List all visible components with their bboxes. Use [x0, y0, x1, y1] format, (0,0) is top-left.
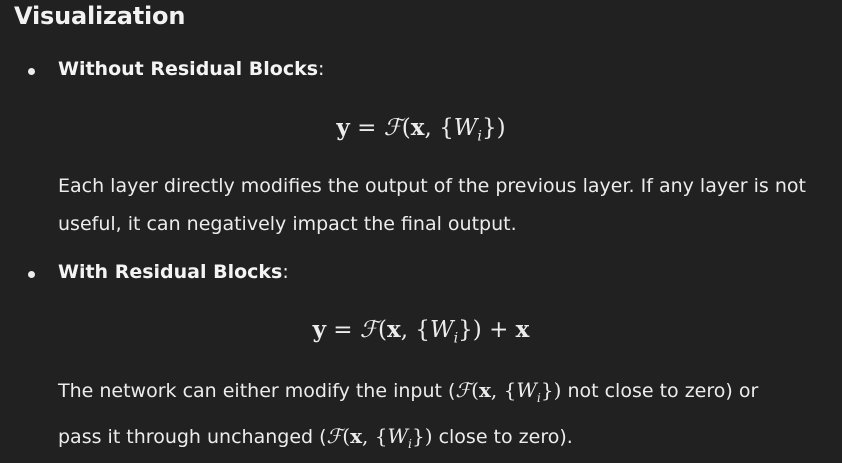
inline-w: W [387, 424, 409, 448]
eq-tail: x [515, 316, 530, 343]
eq-sep: , { [424, 115, 454, 141]
bullet-icon [28, 68, 35, 75]
section-heading: Visualization [14, 2, 186, 30]
desc-part-1: The network can either modify the input ( [58, 380, 456, 402]
inline-math-2 [326, 424, 433, 451]
item-title-with-residual [58, 261, 289, 283]
desc-part-4: close to zero). [432, 426, 573, 448]
inline-func: ℱ [455, 378, 472, 402]
inline-sub: i [408, 436, 412, 451]
eq-equals: = [325, 317, 360, 343]
item-title-text: Without Residual Blocks [58, 58, 319, 80]
item-title-suffix: : [318, 58, 325, 80]
eq-close: }) [481, 115, 506, 141]
eq-func: ℱ [383, 115, 402, 141]
eq-equals: = [349, 115, 384, 141]
item-title-text: With Residual Blocks [58, 261, 283, 283]
eq-close: }) [458, 317, 482, 343]
eq-sep: , { [400, 317, 430, 343]
eq-plus: + [481, 317, 516, 343]
inline-sep: , { [490, 378, 517, 402]
eq-lhs: y [336, 114, 350, 141]
inline-close: }) [412, 424, 433, 448]
item-title-without-residual [58, 58, 324, 80]
description-without-residual: Each layer directly modifies the output of the previous layer. If any layer is not useful, it can negatively impact the final output. [58, 175, 806, 235]
eq-func: ℱ [359, 317, 378, 343]
inline-func: ℱ [326, 424, 343, 448]
inline-math-1 [455, 378, 562, 405]
inline-open: ( [342, 424, 351, 448]
eq-open: ( [377, 317, 387, 343]
eq-sub: i [453, 330, 459, 347]
equation-with-residual [0, 316, 842, 347]
inline-sep: , { [362, 424, 388, 448]
equation-without-residual [0, 114, 842, 145]
inline-sub: i [536, 390, 541, 405]
item-title-suffix: : [282, 261, 289, 283]
eq-x: x [386, 316, 401, 343]
eq-w: W [429, 317, 454, 343]
eq-open: ( [401, 115, 411, 141]
desc-part-3: pass it through unchanged ( [58, 426, 327, 448]
desc-part-2: not close to zero) or [561, 380, 759, 402]
inline-close: }) [540, 378, 562, 402]
inline-x: x [350, 424, 363, 448]
eq-w: W [453, 115, 478, 141]
eq-lhs: y [312, 316, 326, 343]
inline-open: ( [471, 378, 479, 402]
eq-x: x [410, 114, 425, 141]
eq-sub: i [477, 128, 482, 145]
bullet-icon [28, 271, 35, 278]
inline-x: x [478, 378, 491, 402]
description-with-residual [58, 371, 838, 463]
inline-w: W [516, 378, 537, 402]
